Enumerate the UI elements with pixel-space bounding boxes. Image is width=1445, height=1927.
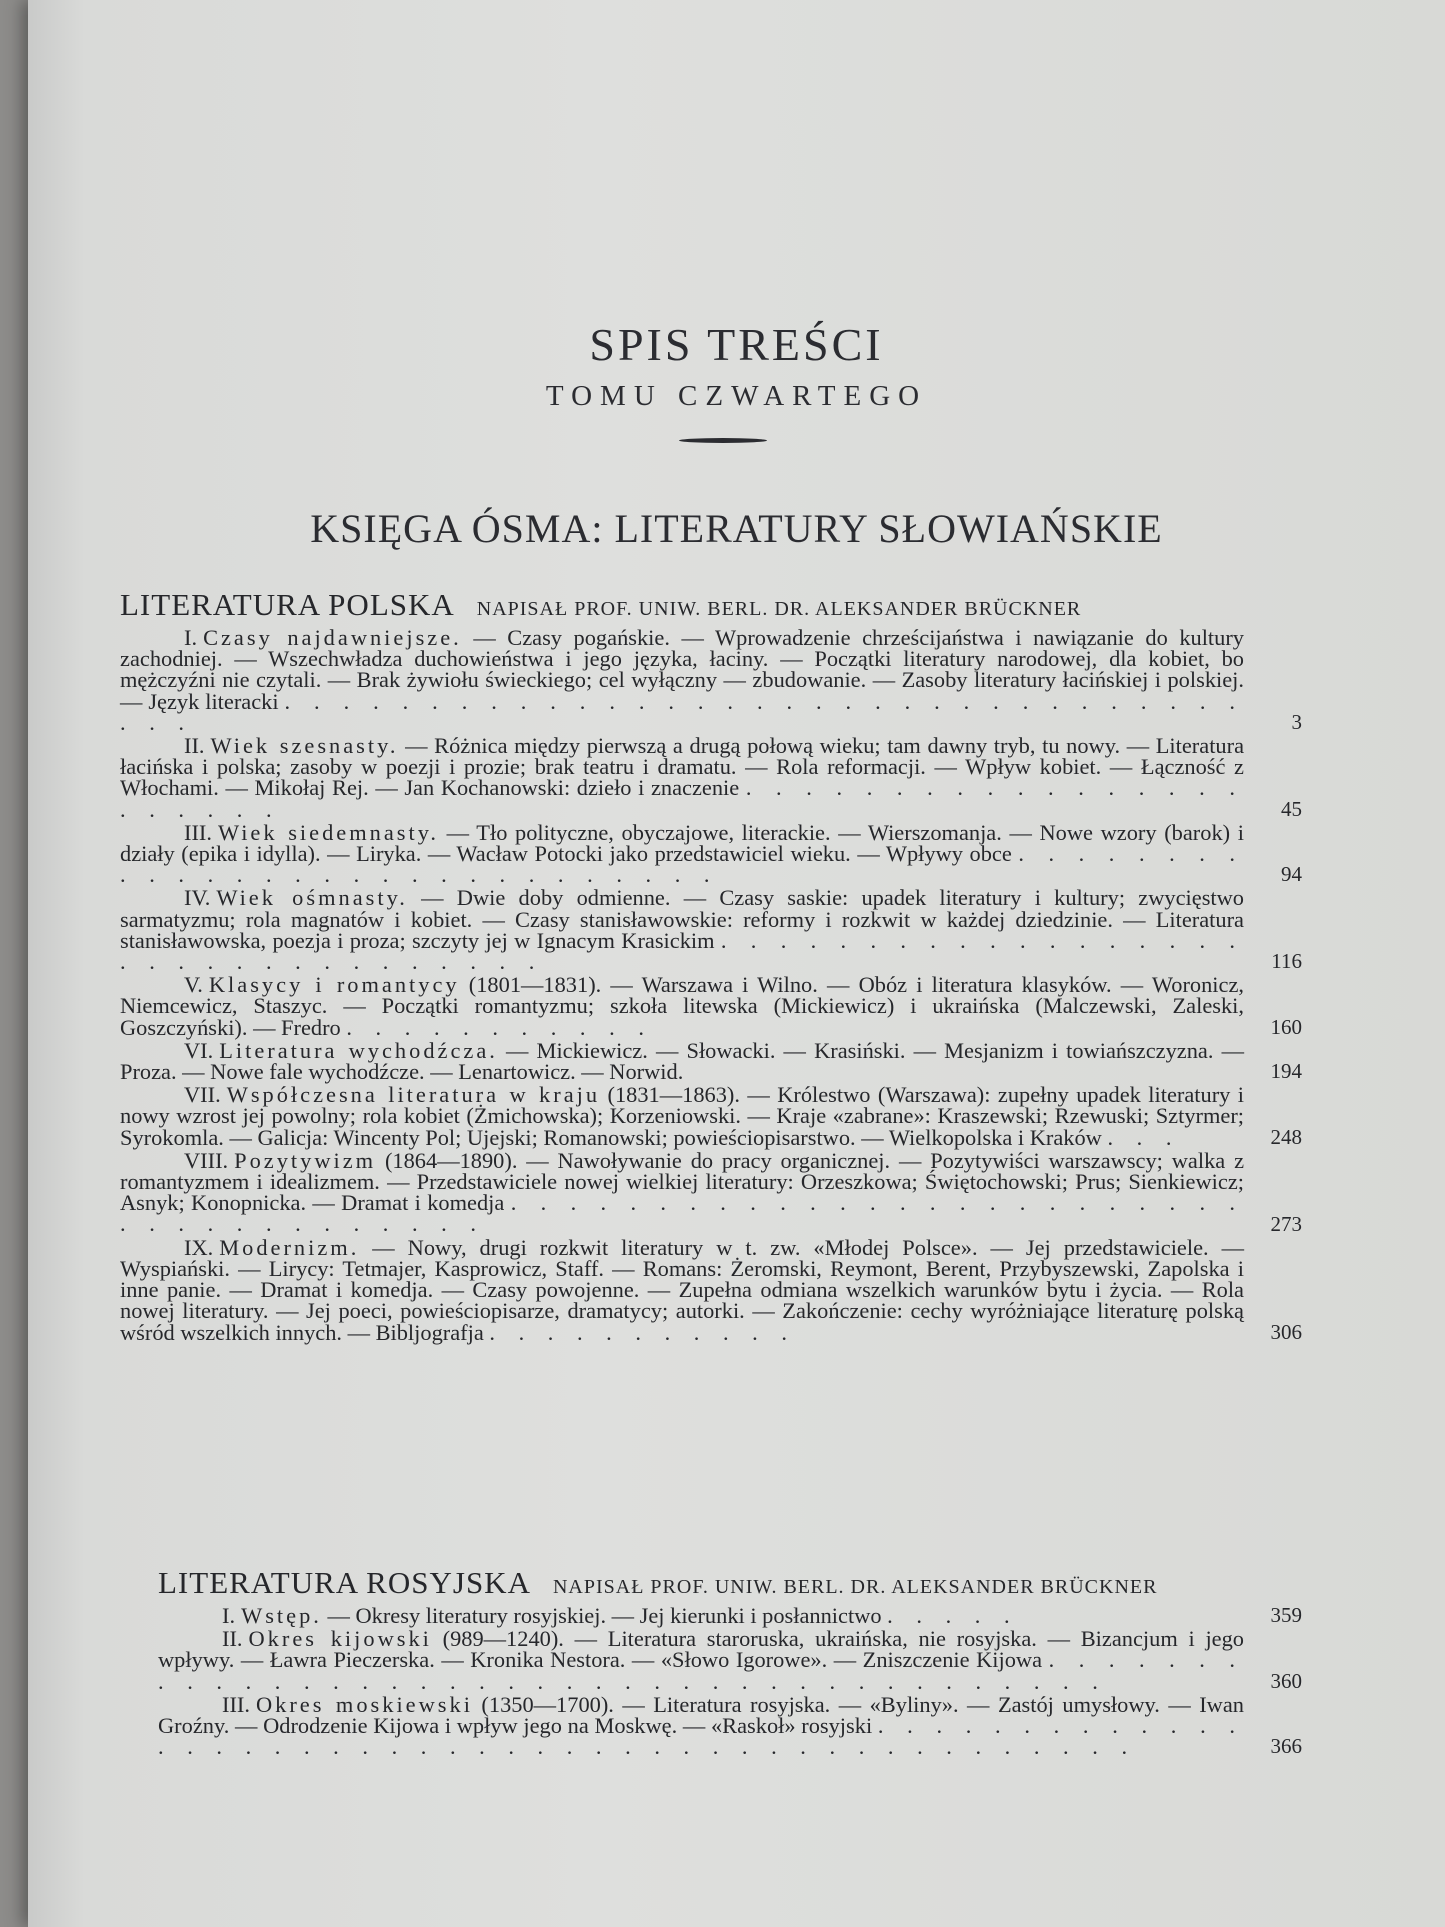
entry-number: VI. bbox=[184, 1037, 214, 1063]
entry-heading: Okres moskiewski bbox=[255, 1691, 473, 1717]
entry-text: — Nowy, drugi rozkwit literatury w t. zw. «Młodej Polsce». — Jej przedstawiciele. — Wyspiański. — Lirycy: Tetmajer, Kasprowicz, Staff. — Romans: Żeromski, Reymont, Berent, Przybyszewski, Zapolska i inne panie. — Dramat i komedja. — Czasy powojenne. — Zupełna odmiana wszelkich warunków bytu i życia. — Rola nowej literatury. — Jej poeci, powieściopisarze, dramatycy; autorki. — Zakończenie: cechy wyróżniające literaturę polską wśród wszelkich innych. — Bibljografja bbox=[120, 1234, 1244, 1345]
entry-text: (989—1240). — Literatura staroruska, ukraińska, nie rosyjska. — Bizancjum i jego wpływy. — Ławra Pieczerska. — Kronika Nestora. — «Słowo Igorowe». — Zniszczenie Kijowa bbox=[158, 1626, 1244, 1673]
page-number: 366 bbox=[1270, 1734, 1302, 1759]
page-number: 94 bbox=[1281, 862, 1302, 887]
page-number: 160 bbox=[1270, 1014, 1302, 1039]
entry-heading: Wiek ośmnasty. bbox=[216, 885, 408, 911]
entry-text: — Czasy pogańskie. — Wprowadzenie chrześcijaństwa i nawiązanie do kultury zachodniej. — Wszechwładza duchowieństwa i jego języka, łaciny. — Początki literatury narodowej, dla kobiet, bo mężczyźni nie czytali. — Brak żywiołu świeckiego; cel wyłączny — zbudowanie. — Zasoby literatury łacińskiej i polskiej. — Język literacki bbox=[120, 625, 1244, 714]
dot-leader: . . . . . . . . . . . . . . . . . . . . . . . . . . . . . . . . . bbox=[120, 927, 1244, 975]
entry-number: I. bbox=[222, 1603, 236, 1628]
entry-number: III. bbox=[184, 819, 212, 845]
entry-text: (1831—1863). — Królestwo (Warszawa): zupełny upadek literatury i nowy wzrost jej powolny; rola kobiet (Żmichowska); Korzeniowski. — Kraje «zabrane»: Kraszewski; Rzewuski; Sztyrmer; Syrokomla. — Galicja: Wincenty Pol; Ujejski; Romanowski; powieściopisarstwo. — Wielkopolska i Kraków bbox=[120, 1082, 1244, 1150]
entry-text: (1801—1831). — Warszawa i Wilno. — Obóz i literatura klasyków. — Woronicz, Niemcewicz, Staszyc. — Początki romantyzmu; szkoła litewska (Mickiewicz) i ukraińska (Malczewski, Zaleski, Goszczyński). — Fredro bbox=[120, 972, 1244, 1040]
toc-entry bbox=[158, 1691, 1302, 1760]
entry-heading: Wiek szesnasty. bbox=[210, 733, 399, 759]
entry-number: IX. bbox=[184, 1234, 214, 1260]
section-author: NAPISAŁ PROF. UNIW. BERL. DR. ALEKSANDER BRÜCKNER bbox=[552, 1576, 1158, 1598]
page-number: 273 bbox=[1270, 1211, 1302, 1236]
entry-number: VIII. bbox=[184, 1147, 229, 1173]
entry-number: II. bbox=[222, 1626, 243, 1652]
entry-heading: Wstęp. bbox=[241, 1603, 322, 1628]
toc-entry bbox=[120, 1084, 1302, 1148]
toc-entry bbox=[120, 1147, 1302, 1237]
toc-entry bbox=[120, 885, 1302, 975]
toc-entry bbox=[120, 974, 1302, 1038]
toc-entry bbox=[120, 819, 1302, 888]
dot-leader: . . . . . . . . . . . . . . . . . . . . . . . . . . . . . . . . . . . . bbox=[120, 688, 1244, 735]
toc-entry bbox=[120, 735, 1302, 820]
page-title: SPIS TREŚCI bbox=[589, 319, 884, 370]
book-heading: KSIĘGA ÓSMA: LITERATURY SŁOWIAŃSKIE bbox=[310, 506, 1163, 551]
dot-leader: . . . . . . . . . . . . . . . . . . . . . . . . . . . . . . . . . . . . . . bbox=[120, 1190, 1244, 1237]
book-page bbox=[28, 0, 1445, 1927]
dot-leader: . . . . . . . . . . . bbox=[346, 1014, 653, 1040]
entry-text: — Mickiewicz. — Słowacki. — Krasiński. — Mesjanizm i towiańszczyzna. — Proza. — Nowe fale wychodźcze. — Lenartowicz. — Norwid. bbox=[120, 1037, 1244, 1085]
dot-leader: . . . . . . . . . . . . . . . . . . . . . . . . . . . . . . . . . . . . . . . . . . . . . . . bbox=[158, 1713, 1244, 1760]
section-title: LITERATURA ROSYJSKA bbox=[158, 1565, 531, 1600]
page-number: 360 bbox=[1270, 1668, 1302, 1693]
entry-heading: Okres kijowski bbox=[248, 1626, 432, 1652]
entry-heading: Czasy najdawniejsze. bbox=[203, 625, 462, 650]
entry-text: (1864—1890). — Nawoływanie do pracy organicznej. — Pozytywiści warszawscy; walka z romantyzmem i idealizmem. — Przedstawiciele nowej wielkiej literatury: Orzeszkowa; Świętochowski; Prus; Sienkiewicz; Asnyk; Konopnicka. — Dramat i komedja bbox=[120, 1147, 1245, 1216]
dot-leader: . . . . . . . . . . . bbox=[489, 1319, 796, 1345]
page-number: 194 bbox=[1270, 1059, 1302, 1084]
entry-heading: Współczesna literatura w kraju bbox=[226, 1082, 601, 1108]
dot-leader: . . . . . bbox=[887, 1603, 1019, 1628]
entry-number: IV. bbox=[184, 885, 211, 911]
page-number: 3 bbox=[1291, 710, 1302, 735]
page-subtitle: TOMU CZWARTEGO bbox=[545, 380, 928, 412]
dot-leader: . . . . . . . . . . . . . . . . . . . . . . . . . . . . . bbox=[120, 841, 1244, 888]
toc-entry bbox=[158, 1628, 1302, 1692]
section-literatura-polska bbox=[120, 583, 1302, 1343]
entry-text: — Okresy literatury rosyjskiej. — Jej kierunki i posłannictwo bbox=[327, 1603, 882, 1628]
toc-entry bbox=[120, 1037, 1302, 1085]
entry-text: (1350—1700). — Literatura rosyjska. — «Byliny». — Zastój umysłowy. — Iwan Groźny. — Odrodzenie Kijowa i wpływ jego na Moskwę. — «Raskoł» rosyjski bbox=[158, 1691, 1244, 1739]
entry-number: I. bbox=[184, 625, 198, 650]
toc-entry bbox=[120, 1234, 1302, 1345]
entry-number: II. bbox=[184, 733, 205, 759]
entry-heading: Modernizm. bbox=[219, 1234, 360, 1260]
page-number: 359 bbox=[1270, 1603, 1302, 1628]
entry-heading: Wiek siedemnasty. bbox=[217, 819, 440, 845]
page-number: 248 bbox=[1270, 1124, 1302, 1149]
page-number: 306 bbox=[1270, 1319, 1302, 1344]
page-number: 116 bbox=[1271, 949, 1302, 974]
entry-heading: Klasycy i romantycy bbox=[208, 972, 460, 998]
ornamental-rule bbox=[679, 438, 767, 443]
toc-entry bbox=[158, 1605, 1302, 1626]
dot-leader: . . . . . . . . . . . . . . . . . . . . . . . bbox=[120, 775, 1244, 822]
section-literatura-rosyjska bbox=[158, 1561, 1302, 1760]
entry-number: III. bbox=[222, 1691, 250, 1717]
page-number: 45 bbox=[1281, 796, 1302, 821]
entry-heading: Literatura wychodźcza. bbox=[219, 1037, 498, 1063]
entry-number: VII. bbox=[184, 1082, 221, 1108]
entry-text: — Dwie doby odmienne. — Czasy saskie: upadek literatury i kultury; zwycięstwo sarmatyzmu; rola magnatów i kobiet. — Czasy stanisławowskie: reformy i rozkwit w każdej dziedzinie. — Literatura stanisławowska, poezja i proza; szczyty jej w Ignacym Krasickim bbox=[120, 885, 1244, 953]
section-header bbox=[120, 583, 1302, 627]
entry-heading: Pozytywizm bbox=[234, 1147, 377, 1173]
section-title: LITERATURA POLSKA bbox=[120, 587, 455, 622]
entry-text: — Tło polityczne, obyczajowe, literackie. — Wierszomanja. — Nowe wzory (barok) i działy (epika i idylla). — Liryka. — Wacław Potocki jako przedstawiciel wieku. — Wpływy obce bbox=[120, 819, 1244, 867]
section-author: NAPISAŁ PROF. UNIW. BERL. DR. ALEKSANDER BRÜCKNER bbox=[476, 598, 1082, 620]
dot-leader: . . . bbox=[1107, 1124, 1181, 1150]
entry-text: — Różnica między pierwszą a drugą połową wieku; tam dawny tryb, tu nowy. — Literatura łacińska i polska; zasoby w poezji i prozie; brak teatru i dramatu. — Rola reformacji. — Wpływ kobiet. — Łączność z Włochami. — Mikołaj Rej. — Jan Kochanowski: dzieło i znaczenie bbox=[120, 733, 1245, 801]
entry-number: V. bbox=[184, 972, 203, 998]
dot-leader: . . . . . . . . . . . . . . . . . . . . . . . . . . . . . . . . . . . . . . . . bbox=[158, 1647, 1244, 1694]
section-header bbox=[158, 1561, 1302, 1605]
toc-entry bbox=[120, 627, 1302, 733]
